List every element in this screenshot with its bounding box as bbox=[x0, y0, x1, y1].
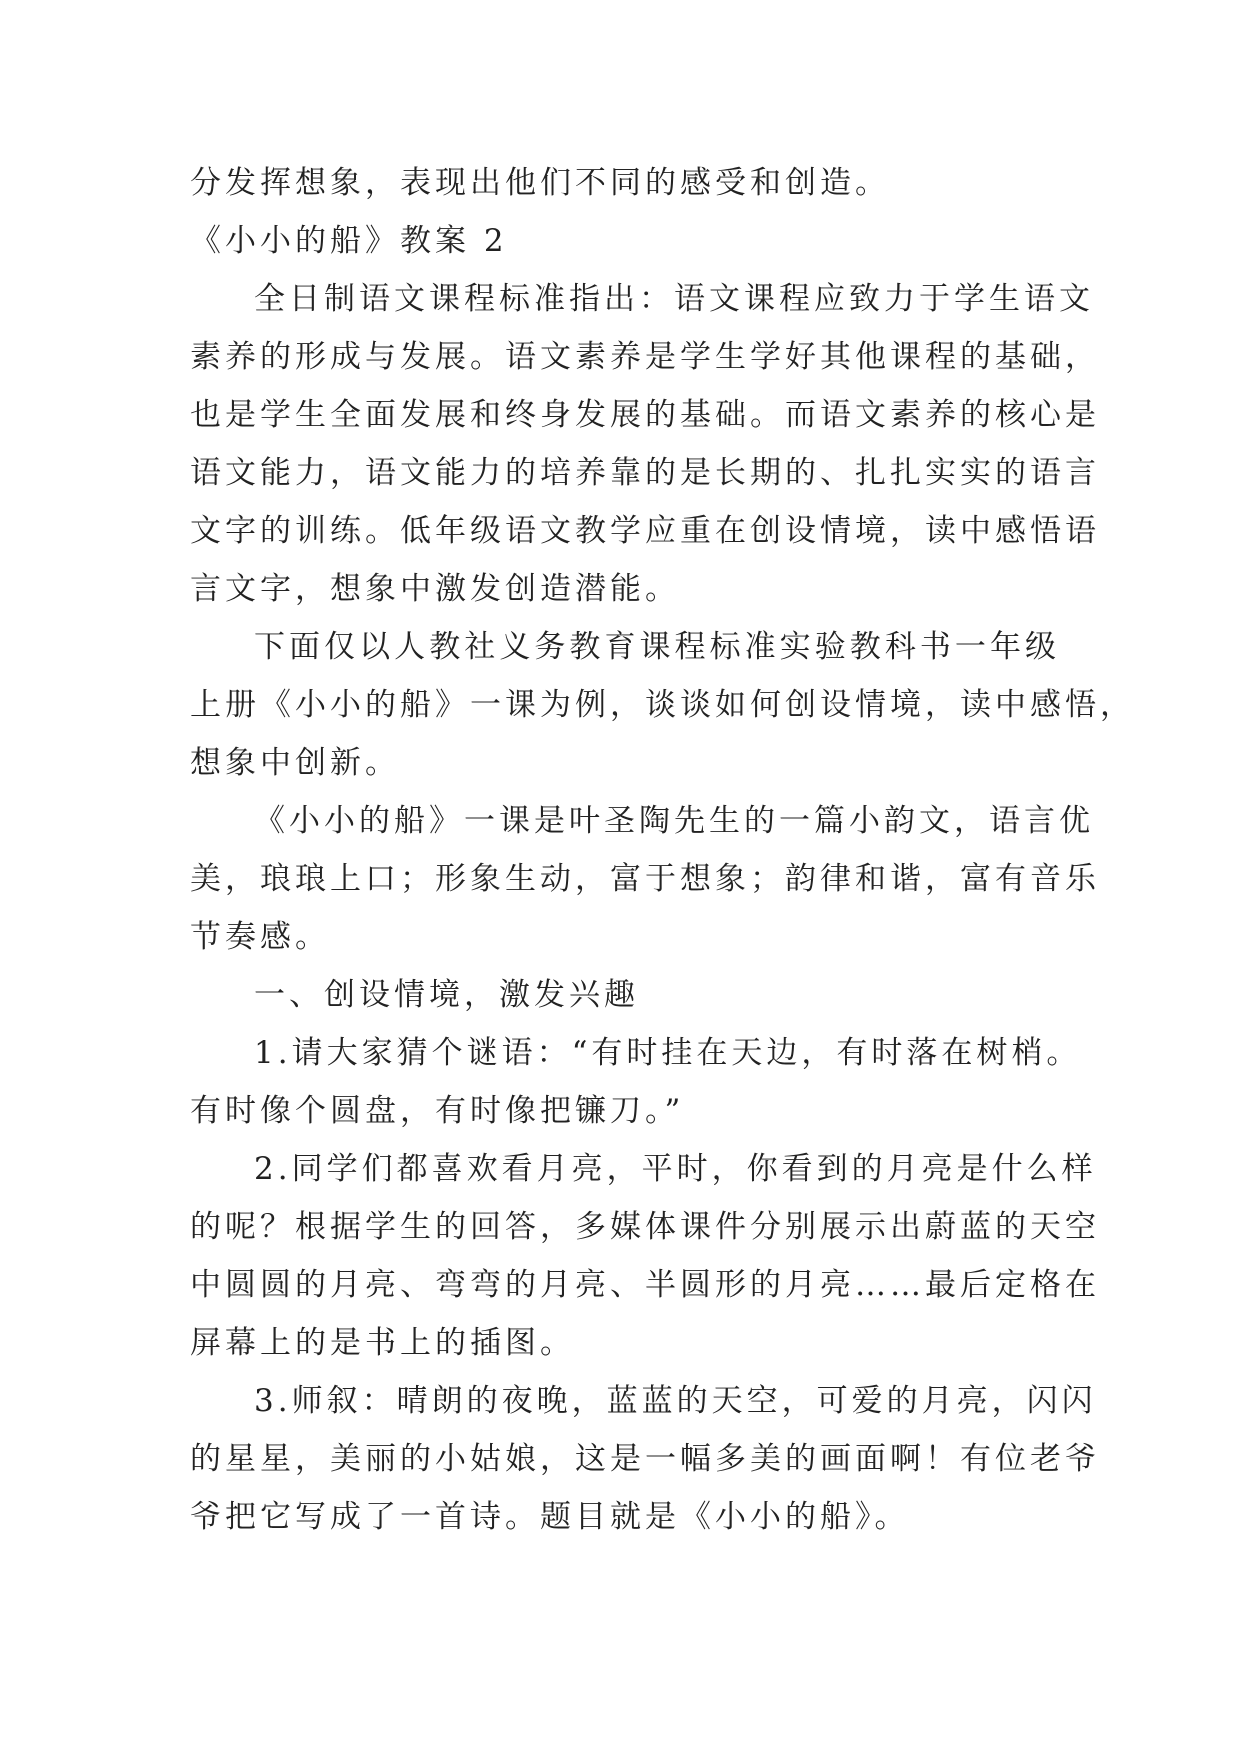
text-line: 素养的形成与发展。语文素养是学生学好其他课程的基础， bbox=[190, 339, 1100, 375]
text-line: 语文能力，语文能力的培养靠的是长期的、扎扎实实的语言 bbox=[190, 455, 1100, 491]
text-line: 3.师叙：晴朗的夜晚，蓝蓝的天空，可爱的月亮，闪闪 bbox=[254, 1383, 1097, 1419]
section-heading: 一、创设情境，激发兴趣 bbox=[254, 977, 639, 1013]
text-line: 2.同学们都喜欢看月亮，平时，你看到的月亮是什么样 bbox=[254, 1151, 1097, 1187]
text-line: 分发挥想象，表现出他们不同的感受和创造。 bbox=[190, 165, 890, 201]
text-line: 的星星，美丽的小姑娘，这是一幅多美的画面啊！有位老爷 bbox=[190, 1441, 1100, 1477]
text-line: 也是学生全面发展和终身发展的基础。而语文素养的核心是 bbox=[190, 397, 1100, 433]
text-line: 全日制语文课程标准指出：语文课程应致力于学生语文 bbox=[254, 281, 1094, 317]
section-title: 《小小的船》教案 2 bbox=[190, 223, 508, 259]
text-line: 文字的训练。低年级语文教学应重在创设情境，读中感悟语 bbox=[190, 513, 1100, 549]
text-line: 1.请大家猜个谜语：“有时挂在天边，有时落在树梢。 bbox=[254, 1035, 1082, 1071]
text-line: 爷把它写成了一首诗。题目就是《小小的船》。 bbox=[190, 1499, 910, 1535]
text-line: 的呢？根据学生的回答，多媒体课件分别展示出蔚蓝的天空 bbox=[190, 1209, 1100, 1245]
text-line: 言文字，想象中激发创造潜能。 bbox=[190, 571, 680, 607]
text-line: 《小小的船》一课是叶圣陶先生的一篇小韵文，语言优 bbox=[254, 803, 1094, 839]
document-body bbox=[190, 154, 1135, 1546]
text-line: 节奏感。 bbox=[190, 919, 330, 955]
text-line: 中圆圆的月亮、弯弯的月亮、半圆形的月亮……最后定格在 bbox=[190, 1267, 1100, 1303]
text-line: 屏幕上的是书上的插图。 bbox=[190, 1325, 575, 1361]
text-line: 美，琅琅上口；形象生动，富于想象；韵律和谐，富有音乐 bbox=[190, 861, 1100, 897]
text-line: 有时像个圆盘，有时像把镰刀。” bbox=[190, 1093, 685, 1129]
text-line: 想象中创新。 bbox=[190, 745, 400, 781]
text-line: 上册《小小的船》一课为例，谈谈如何创设情境，读中感悟， bbox=[190, 687, 1135, 723]
text-line: 下面仅以人教社义务教育课程标准实验教科书一年级 bbox=[254, 629, 1060, 665]
